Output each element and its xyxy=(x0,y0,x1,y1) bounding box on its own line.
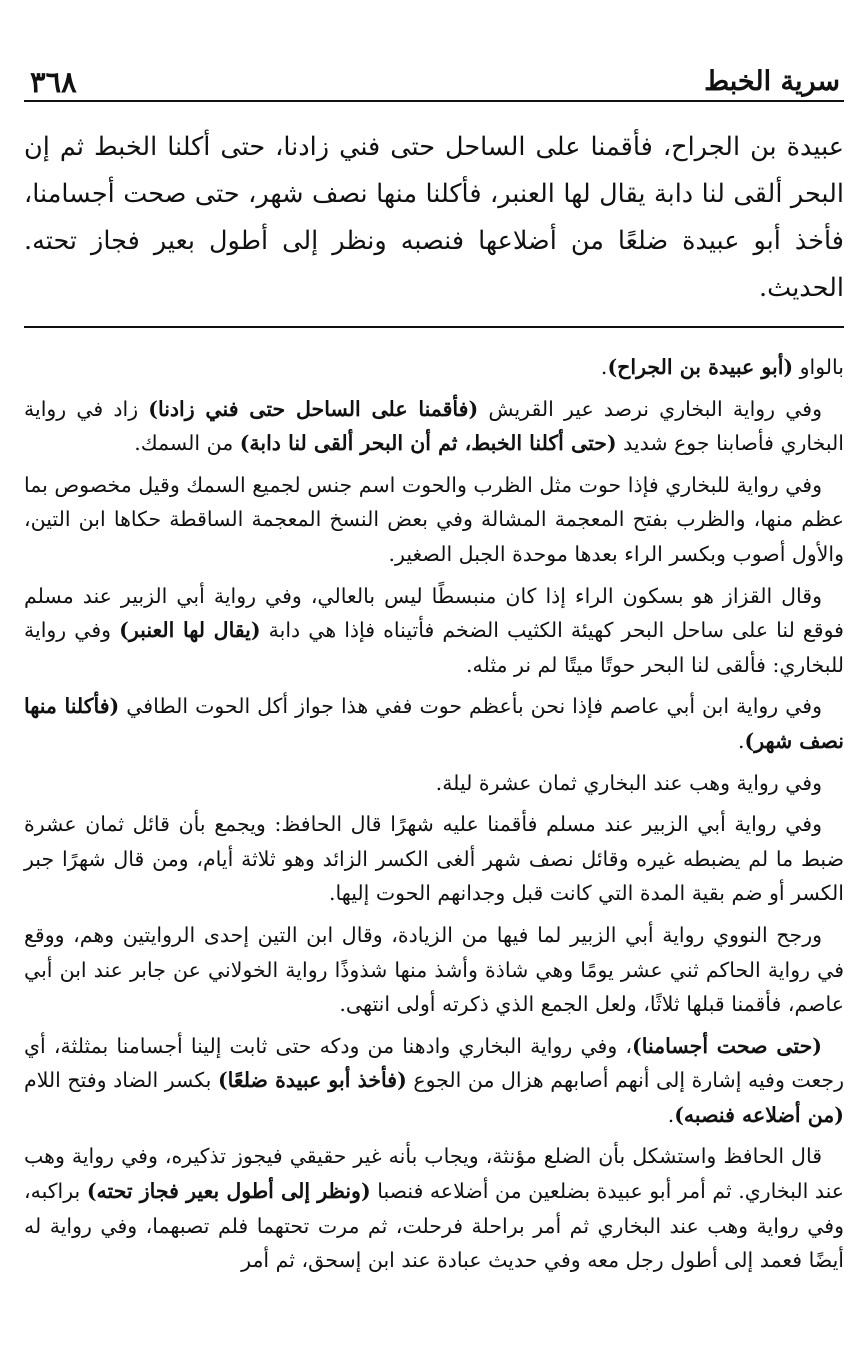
commentary-text: وفي رواية للبخاري فإذا حوت مثل الظرب والحوت اسم جنس لجميع السمك وقيل مخصوص بما عظم منها، والظرب بفتح المعجمة المشالة وفي بعض النسخ المعجمة الساقطة حكاها ابن التين، والأول أصوب وبكسر الراء بعدها موحدة الجبل الصغير. xyxy=(24,472,844,566)
commentary-text: ورجح النووي رواية أبي الزبير لما فيها من الزيادة، وقال ابن التين إحدى الروايتين وهم، ووقع في رواية الحاكم ثني عشر يومًا وهي شاذة وأشذ منها شذوذًا رواية الخولاني عن جابر عند ابن أبي عاصم، فأقمنا قبلها ثلاثًا، ولعل الجمع الذي ذكرته أولى انتهى. xyxy=(24,922,844,1017)
commentary-paragraph xyxy=(24,468,844,572)
quoted-phrase: (حتى أكلنا الخبط، ثم أن البحر ألقى لنا دابة) xyxy=(239,431,617,456)
quoted-phrase: (ونظر إلى أطول بعير فجاز تحته) xyxy=(86,1179,371,1204)
commentary-text: بالواو xyxy=(793,355,844,379)
commentary-text: وفي رواية ابن أبي عاصم فإذا نحن بأعظم حوت ففي هذا جواز أكل الحوت الطافي xyxy=(119,694,822,719)
page-header xyxy=(24,54,844,102)
commentary-paragraph xyxy=(24,918,844,1022)
quoted-phrase: (فأكلنا منها نصف شهر) xyxy=(24,694,844,753)
commentary-paragraph xyxy=(24,579,844,683)
quoted-phrase: (أبو عبيدة بن الجراح) xyxy=(607,355,794,379)
commentary-paragraph xyxy=(24,1139,844,1277)
commentary-text: من السمك. xyxy=(134,431,240,456)
commentary-text: . xyxy=(667,1102,675,1127)
commentary-paragraph xyxy=(24,1029,844,1133)
commentary-text: . xyxy=(600,355,608,379)
commentary-text: براكبه، وفي رواية وهب عند البخاري ثم أمر براحلة فرحلت، ثم مرت تحتهما فلم تصبهما، وفي رواية له أيضًا فعمد إلى أطول رجل معه وفي حديث عبادة عند ابن إسحق، ثم أمر xyxy=(24,1179,844,1273)
commentary-text: وفي رواية البخاري نرصد عير القريش xyxy=(478,396,823,421)
text-separator xyxy=(24,326,844,328)
commentary-text: . xyxy=(737,728,745,753)
commentary-paragraph xyxy=(24,807,844,911)
commentary-paragraph xyxy=(24,392,844,461)
running-title: سرية الخبط xyxy=(704,66,840,97)
commentary-text: ، وفي رواية البخاري وادهنا من ودكه حتى ثابت إلينا أجسامنا بمثلثة، أي رجعت وفيه إشارة إلى أنهم أصابهم هزال من الجوع xyxy=(24,1033,844,1093)
commentary-text: وفي رواية أبي الزبير عند مسلم فأقمنا عليه شهرًا قال الحافظ: ويجمع بأن قائل ثمان عشرة ضبط ما لم يضبطه غيره وقائل نصف شهر ألغى الكسر الزائد وهو ثلاثة أيام، ومن قال شهرًا جبر الكسر أو ضم بقية المدة التي كانت قبل وجدانهم الحوت إليها. xyxy=(24,812,844,906)
commentary-paragraph xyxy=(24,350,844,385)
commentary-section xyxy=(24,350,844,1278)
commentary-text: زاد في رواية البخاري فأصابنا جوع شديد xyxy=(24,396,844,456)
commentary-text: وقال القزاز هو بسكون الراء إذا كان منبسطًا ليس بالعالي، وفي رواية أبي الزبير عند مسلم فوقع لنا على ساحل البحر كهيئة الكثيب الضخم فأتيناه فإذا هي دابة xyxy=(24,583,844,643)
commentary-text: وفي رواية وهب عند البخاري ثمان عشرة ليلة. xyxy=(435,770,822,795)
page-number: ٣٦٨ xyxy=(30,65,77,99)
commentary-paragraph xyxy=(24,766,844,801)
commentary-text: قال الحافظ واستشكل بأن الضلع مؤنثة، ويجاب بأنه غير حقيقي فيجوز تذكيره، وفي رواية وهب عند البخاري. ثم أمر أبو عبيدة بضلعين من أضلاعه فنصبا xyxy=(24,1144,845,1204)
quoted-phrase: (حتى صحت أجسامنا) xyxy=(632,1033,822,1058)
book-page xyxy=(24,54,844,1354)
commentary-text: بكسر الضاد وفتح اللام xyxy=(24,1068,218,1093)
commentary-text: وفي رواية للبخاري: فألقى لنا البحر حوتًا ميتًا لم نر مثله. xyxy=(24,618,844,677)
quoted-phrase: (من أضلاعه فنصبه) xyxy=(674,1102,844,1127)
commentary-paragraph xyxy=(24,689,844,758)
quoted-phrase: (فأقمنا على الساحل حتى فني زادنا) xyxy=(148,396,479,421)
hadith-main-text: عبيدة بن الجراح، فأقمنا على الساحل حتى فني زادنا، حتى أكلنا الخبط ثم إن البحر ألقى لنا دابة يقال لها العنبر، فأكلنا منها نصف شهر، حتى صحت أجسامنا، فأخذ أبو عبيدة ضلعًا من أضلاعها فنصبه ونظر إلى أطول بعير فجاز تحته. الحديث. xyxy=(24,132,844,303)
quoted-phrase: (فأخذ أبو عبيدة ضلعًا) xyxy=(217,1068,407,1093)
quoted-phrase: (يقال لها العنبر) xyxy=(119,618,261,643)
